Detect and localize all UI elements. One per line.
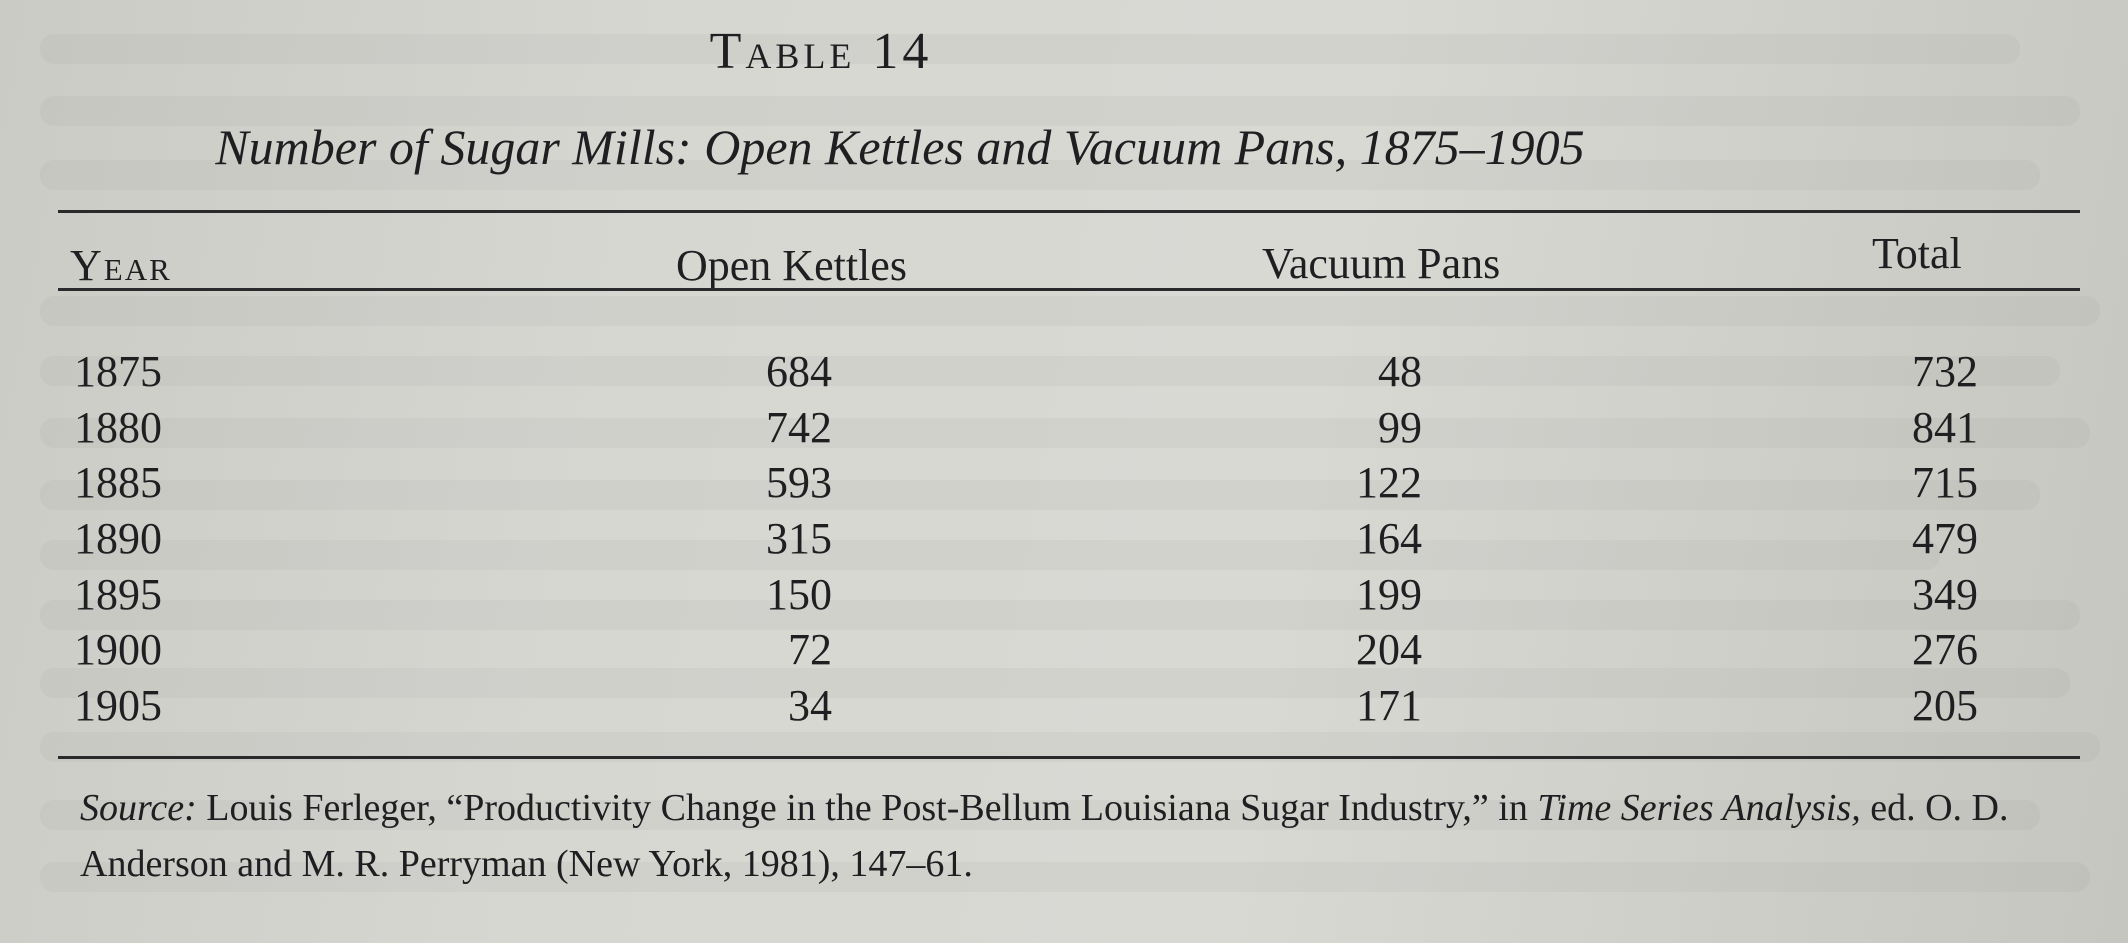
cell-total: 276 [1912,625,1978,675]
column-header-open-kettles: Open Kettles [676,241,907,290]
cell-year: 1905 [74,681,162,731]
table-row [0,513,2128,569]
cell-year: 1900 [74,625,162,675]
cell-vacuum-pans: 164 [1356,514,1422,564]
source-label: Source: [80,787,197,829]
table-number: Table 14 [709,23,933,80]
cell-year: 1895 [74,569,162,619]
bottom-rule [58,756,2080,759]
source-text-before: Louis Ferleger, “Productivity Change in the Post-Bellum Louisiana Sugar Industry,” in [196,787,1538,829]
cell-total: 732 [1912,347,1978,396]
column-header-year: Year [70,241,172,290]
cell-total: 715 [1912,458,1978,508]
cell-vacuum-pans: 122 [1356,458,1422,508]
cell-vacuum-pans: 199 [1356,569,1422,619]
cell-open-kettles: 593 [766,458,832,508]
cell-year: 1880 [74,402,162,452]
top-rule [58,210,2080,213]
column-header-vacuum-pans: Vacuum Pans [1262,239,1501,288]
cell-open-kettles: 315 [766,514,832,564]
header-rule [58,288,2080,291]
cell-open-kettles: 150 [766,569,832,619]
table-caption: Number of Sugar Mills: Open Kettles and Vacuum Pans, 1875–1905 [215,119,1585,175]
cell-vacuum-pans: 171 [1356,681,1422,731]
cell-vacuum-pans: 99 [1378,402,1422,452]
cell-total: 205 [1912,681,1978,731]
table-row [0,346,2128,402]
cell-year: 1890 [74,514,162,564]
table-row [0,680,2128,736]
table-row [0,569,2128,625]
cell-open-kettles: 72 [788,625,832,675]
table-body [0,346,2128,736]
table-row [0,457,2128,513]
cell-total: 841 [1912,402,1978,452]
cell-year: 1885 [74,458,162,508]
table-row [0,402,2128,458]
cell-total: 349 [1912,569,1978,619]
source-note [80,780,2100,892]
cell-total: 479 [1912,514,1978,564]
table-row [0,624,2128,680]
source-publication: Time Series Analysis, [1537,787,1861,829]
cell-open-kettles: 684 [766,347,832,396]
cell-vacuum-pans: 204 [1356,625,1422,675]
cell-open-kettles: 34 [788,681,832,731]
cell-year: 1875 [74,347,162,396]
column-header-total: Total [1872,229,1962,278]
source-text-after: ed. O. D. Anderson and M. R. Perryman (New York, 1981), 147–61. [80,787,2009,885]
cell-open-kettles: 742 [766,402,832,452]
cell-vacuum-pans: 48 [1378,347,1422,396]
